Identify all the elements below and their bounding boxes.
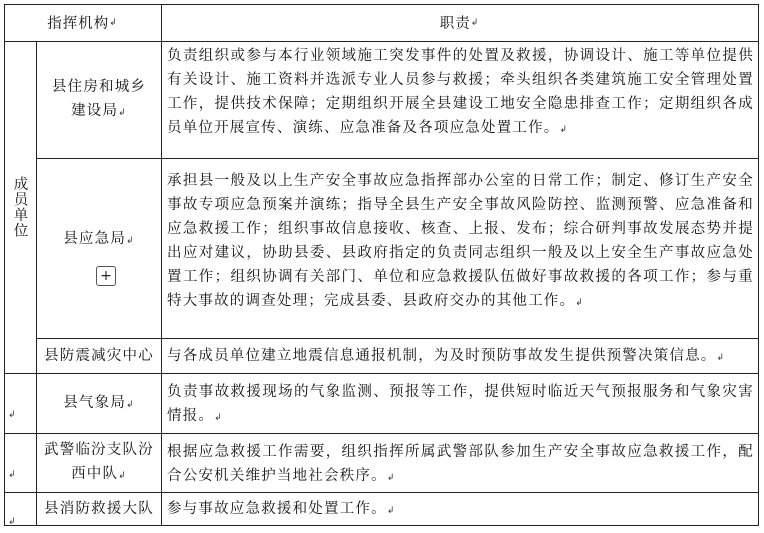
empty-cell-mark: ↲ <box>8 517 16 527</box>
header-org <box>4 4 161 41</box>
org-cell: 县住房和城乡建设局↲ <box>51 79 147 119</box>
empty-cell-mark: ↲ <box>8 470 16 480</box>
org-cell: 县应急局↲ <box>63 230 135 247</box>
org-cell <box>37 339 161 373</box>
org-name: 县消防救援大队 <box>44 501 154 517</box>
org-name: 县应急局 <box>63 230 127 247</box>
org-name: 县气象局 <box>63 394 127 411</box>
duty-text: 承担县一般及以上生产安全事故应急指挥部办公室的日常工作；制定、修订生产安全事故专项应急预案并演练；指导全县生产安全事故风险防控、监测预警、应急准备和应急救援工作；组织事故信息接收、核查、上报、发布；综合研判事故发展态势并提出应对建议，协助县委、县政府指定的负责同志组织一般及以上安全生产事故应急处置工作；组织协调有关部门、单位和应急救援队伍做好事故救援的各项工作；参与重特大事故的调查处理；完成县委、县政府交办的其他工作。 <box>167 173 754 309</box>
plus-icon[interactable]: + <box>96 266 116 286</box>
header-duty <box>161 4 758 41</box>
org-cell: 武警临汾支队汾西中队↲ <box>44 442 154 482</box>
duty-text: 根据应急救援工作需要，组织指挥所属武警部队参加生产安全事故应急救援工作，配合公安机关维护当地社会秩序。 <box>167 444 754 484</box>
header-org-label: 指挥机构 <box>47 16 110 32</box>
duty-cell: 负责事故救援现场的气象监测、预报等工作，提供短时临近天气预报服务和气象灾害情报。↲ <box>167 384 754 424</box>
table-border-right <box>758 4 759 526</box>
duty-cell: 根据应急救援工作需要，组织指挥所属武警部队参加生产安全事故应急救援工作，配合公安机关维护当地社会秩序。↲ <box>167 444 754 484</box>
duty-text: 负责事故救援现场的气象监测、预报等工作，提供短时临近天气预报服务和气象灾害情报。 <box>167 384 754 424</box>
duty-text: 负责组织或参与本行业领域施工突发事件的处置及救援，协调设计、施工等单位提供有关设计、施工资料并选派专业人员参与救援；牵头组织各类建筑施工安全管理处置工作，提供技术保障；定期组织开展全县建设工地安全隐患排查工作；定期组织各成员单位开展宣传、演练、应急准备及各项应急处置工作。 <box>167 48 754 136</box>
header-duty-label: 职责 <box>439 16 471 32</box>
duty-cell: 参与事故应急救援和处置工作。↲ <box>167 501 396 517</box>
org-name: 武警临汾支队汾西中队 <box>44 442 154 482</box>
org-name: 县防震减灾中心 <box>44 348 154 364</box>
duty-cell: 负责组织或参与本行业领域施工突发事件的处置及救援，协调设计、施工等单位提供有关设计、施工资料并选派专业人员参与救援；牵头组织各类建筑施工安全管理处置工作，提供技术保障；定期组织开展全县建设工地安全隐患排查工作；定期组织各成员单位开展宣传、演练、应急准备及各项应急处置工作。↲ <box>167 48 754 136</box>
duty-text: 与各成员单位建立地震信息通报机制，为及时预防事故发生提供预警决策信息。 <box>167 348 717 364</box>
paragraph-mark: ↲ <box>109 17 118 28</box>
responsibility-table <box>4 4 759 526</box>
duty-cell: 与各成员单位建立地震信息通报机制，为及时预防事故发生提供预警决策信息。↲ <box>167 348 726 364</box>
paragraph-mark: ↲ <box>470 17 480 28</box>
table-border-bottom <box>4 525 759 526</box>
group-label-cell <box>4 41 36 373</box>
empty-cell-mark: ↲ <box>8 410 16 420</box>
org-cell <box>37 493 161 525</box>
org-name: 县住房和城乡建设局 <box>51 79 147 119</box>
duty-text: 参与事故应急救援和处置工作。 <box>167 501 387 517</box>
duty-cell: 承担县一般及以上生产安全事故应急指挥部办公室的日常工作；制定、修订生产安全事故专项应急预案并演练；指导全县生产安全事故风险防控、监测预警、应急准备和应急救援工作；组织事故信息接收、核查、上报、发布；综合研判事故发展态势并提出应对建议，协助县委、县政府指定的负责同志组织一般及以上安全生产事故应急处置工作；组织协调有关部门、单位和应急救援队伍做好事故救援的各项工作；参与重特大事故的调查处理；完成县委、县政府交办的其他工作。↲ <box>167 173 754 309</box>
org-cell: 县气象局↲ <box>63 394 135 411</box>
group-label: 成员单位 <box>11 176 28 238</box>
